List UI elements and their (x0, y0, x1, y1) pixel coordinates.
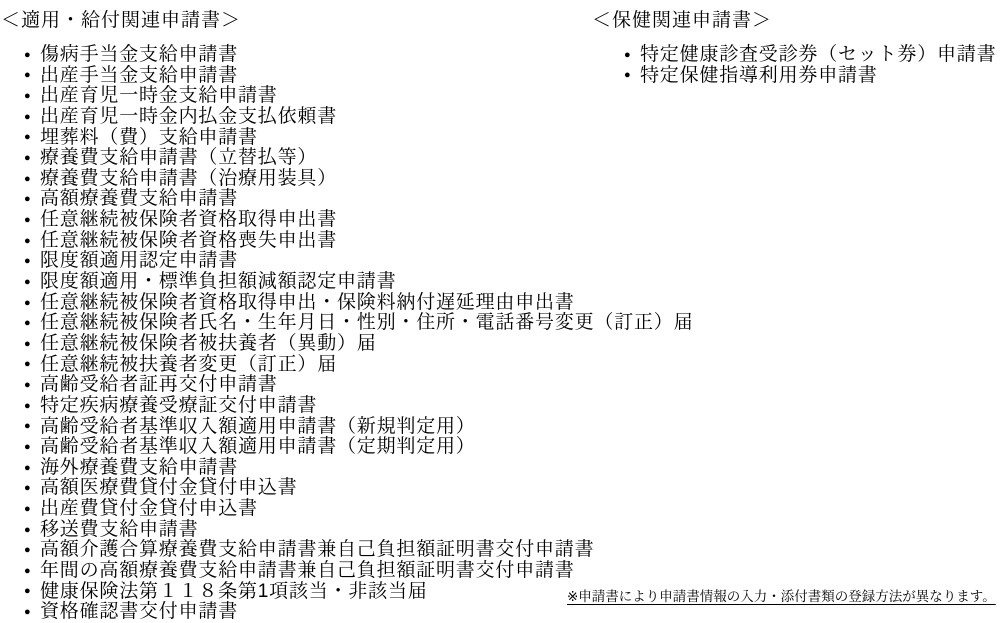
list-item (24, 417, 693, 438)
list-item-label: 限度額適用・標準負担額減額認定申請書 (40, 271, 397, 293)
right-section-heading: ＜保健関連申請書＞ (592, 10, 773, 31)
list-item-label: 療養費支給申請書（立替払等） (40, 147, 318, 169)
bullet-icon: ● (24, 296, 31, 309)
bullet-icon: ● (24, 358, 31, 371)
bullet-icon: ● (24, 131, 31, 144)
list-item (24, 169, 693, 190)
list-item (24, 189, 693, 210)
list-item-label: 高齢受給者基準収入額適用申請書（新規判定用） (40, 415, 476, 437)
bullet-icon: ● (624, 69, 631, 82)
bullet-icon: ● (24, 90, 31, 103)
list-item (24, 293, 693, 314)
bullet-icon: ● (24, 275, 31, 288)
list-item (24, 540, 693, 561)
list-item (24, 313, 693, 334)
bullet-icon: ● (24, 193, 31, 206)
bullet-icon: ● (24, 172, 31, 185)
bullet-icon: ● (24, 48, 31, 61)
list-item-label: 高額介護合算療養費支給申請書兼自己負担額証明書交付申請書 (40, 539, 595, 561)
list-item (24, 272, 693, 293)
bullet-icon: ● (24, 461, 31, 474)
list-item (24, 602, 693, 623)
list-item-label: 任意継続被扶養者変更（訂正）届 (40, 353, 338, 375)
bullet-icon: ● (24, 213, 31, 226)
list-item-label: 高額医療費貸付金貸付申込書 (40, 477, 298, 499)
bullet-icon: ● (24, 337, 31, 350)
list-item-label: 海外療養費支給申請書 (40, 456, 239, 478)
bullet-icon: ● (24, 420, 31, 433)
list-item (24, 148, 693, 169)
bullet-icon: ● (624, 48, 631, 61)
bullet-icon: ● (24, 317, 31, 330)
list-item-label: 高齢受給者証再交付申請書 (40, 374, 278, 396)
list-item (24, 375, 693, 396)
list-item-label: 任意継続被保険者氏名・生年月日・性別・住所・電話番号変更（訂正）届 (40, 312, 694, 334)
list-item-label: 出産育児一時金支給申請書 (40, 85, 278, 107)
list-item-label: 療養費支給申請書（治療用装具） (40, 167, 338, 189)
bullet-icon: ● (24, 379, 31, 392)
list-item-label: 特定疾病療養受療証交付申請書 (40, 394, 318, 416)
list-item (24, 231, 693, 252)
bullet-icon: ● (24, 585, 31, 598)
list-item (24, 334, 693, 355)
list-item-label: 特定健康診査受診券（セット券）申請書 (640, 44, 997, 65)
list-item (24, 128, 693, 149)
bullet-icon: ● (24, 523, 31, 536)
list-item-label: 資格確認書交付申請書 (40, 601, 239, 623)
list-item (624, 45, 996, 66)
list-item-label: 任意継続被保険者資格取得申出・保険料納付遅延理由申出書 (40, 291, 575, 313)
bullet-icon: ● (24, 440, 31, 453)
list-item-label: 年間の高額療養費支給申請書兼自己負担額証明書交付申請書 (40, 560, 575, 582)
bullet-icon: ● (24, 564, 31, 577)
list-item-label: 任意継続被保険者被扶養者（異動）届 (40, 332, 377, 354)
list-item (24, 437, 693, 458)
list-item (24, 396, 693, 417)
list-item (24, 45, 693, 66)
list-item (24, 210, 693, 231)
list-item (24, 499, 693, 520)
list-item (24, 86, 693, 107)
application-form-list-right (624, 45, 996, 86)
list-item (24, 66, 693, 87)
bullet-icon: ● (24, 399, 31, 412)
list-item-label: 出産費貸付金貸付申込書 (40, 498, 258, 520)
application-form-list-left (24, 45, 693, 623)
list-item-label: 移送費支給申請書 (40, 518, 199, 540)
list-item-label: 限度額適用認定申請書 (40, 250, 239, 272)
list-item (24, 107, 693, 128)
list-item (24, 520, 693, 541)
bullet-icon: ● (24, 234, 31, 247)
list-item (624, 66, 996, 87)
bullet-icon: ● (24, 69, 31, 82)
bullet-icon: ● (24, 482, 31, 495)
list-item-label: 任意継続被保険者資格取得申出書 (40, 209, 338, 231)
bullet-icon: ● (24, 255, 31, 268)
list-item (24, 355, 693, 376)
list-item (24, 478, 693, 499)
list-item (24, 251, 693, 272)
bullet-icon: ● (24, 606, 31, 619)
list-item-label: 高齢受給者基準収入額適用申請書（定期判定用） (40, 436, 476, 458)
left-section-heading: ＜適用・給付関連申請書＞ (1, 10, 242, 31)
list-item-label: 埋葬料（費）支給申請書 (40, 126, 258, 148)
list-item (24, 458, 693, 479)
bullet-icon: ● (24, 544, 31, 557)
list-item-label: 特定保健指導利用券申請書 (640, 64, 878, 86)
bullet-icon: ● (24, 110, 31, 123)
list-item-label: 高額療養費支給申請書 (40, 188, 239, 210)
list-item-label: 出産育児一時金内払金支払依頼書 (40, 105, 338, 127)
bullet-icon: ● (24, 152, 31, 165)
bullet-icon: ● (24, 502, 31, 515)
list-item (24, 561, 693, 582)
list-item-label: 傷病手当金支給申請書 (40, 44, 239, 65)
footnote: ※申請書により申請書情報の入力・添付書類の登録方法が異なります。 (567, 589, 996, 604)
list-item-label: 任意継続被保険者資格喪失申出書 (40, 229, 338, 251)
list-item-label: 出産手当金支給申請書 (40, 64, 239, 86)
list-item-label: 健康保険法第１１８条第1項該当・非該当届 (40, 580, 428, 602)
